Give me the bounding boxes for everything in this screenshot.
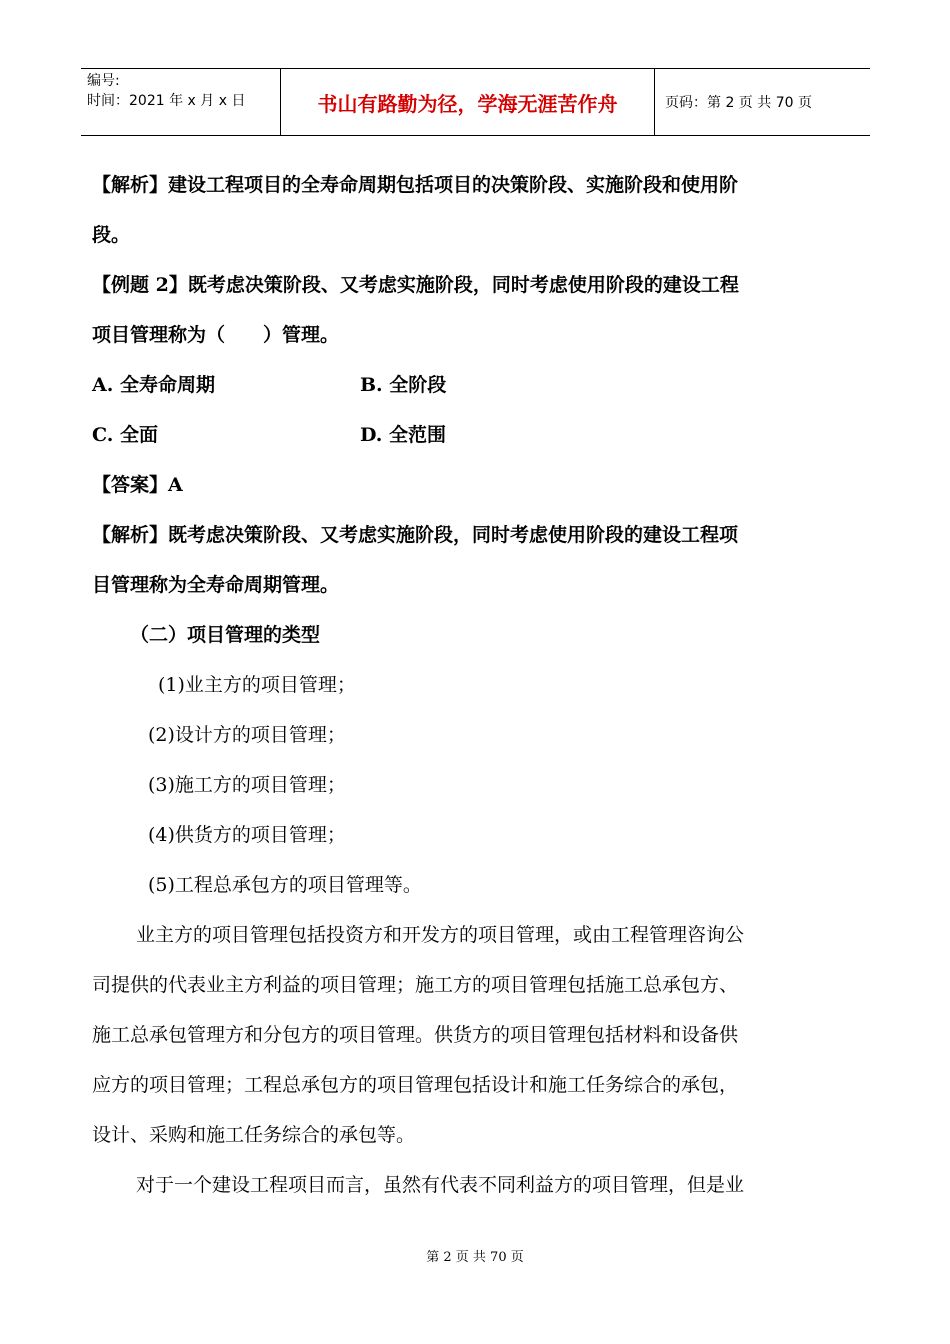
option-c: C. 全面: [92, 424, 159, 446]
example-line-1: 【例题 2】既考虑决策阶段、又考虑实施阶段，同时考虑使用阶段的建设工程: [92, 274, 739, 296]
paragraph-1-line-2: 司提供的代表业主方利益的项目管理；施工方的项目管理包括施工总承包方、: [92, 974, 739, 996]
paragraph-1-line-1: 业主方的项目管理包括投资方和开发方的项目管理，或由工程管理咨询公: [136, 924, 745, 946]
paragraph-2-line-1: 对于一个建设工程项目而言，虽然有代表不同利益方的项目管理，但是业: [136, 1174, 745, 1196]
list-item-4: (4)供货方的项目管理；: [148, 824, 346, 846]
option-a: A. 全寿命周期: [92, 374, 215, 396]
analysis2-line-1: 【解析】既考虑决策阶段、又考虑实施阶段，同时考虑使用阶段的建设工程项: [92, 524, 739, 546]
header-page-info: 页码：第 2 页 共 70 页: [665, 95, 812, 111]
analysis-line-1: 【解析】建设工程项目的全寿命周期包括项目的决策阶段、实施阶段和使用阶: [92, 174, 739, 196]
answer-line: 【答案】A: [92, 474, 183, 496]
analysis-line-2: 段。: [92, 224, 131, 246]
serial-label: 编号:: [87, 73, 120, 89]
options-row-1: [92, 360, 862, 410]
example-line-2: 项目管理称为（ ）管理。: [92, 324, 340, 346]
options-row-2: [92, 410, 862, 460]
time-label: 时间：2021 年 x 月 x 日: [87, 93, 246, 109]
paragraph-1-line-5: 设计、采购和施工任务综合的承包等。: [92, 1124, 416, 1146]
header-motto: 书山有路勤为径，学海无涯苦作舟: [281, 69, 655, 135]
option-b: B. 全阶段: [360, 374, 447, 396]
paragraph-1-line-4: 应方的项目管理；工程总承包方的项目管理包括设计和施工任务综合的承包，: [92, 1074, 739, 1096]
option-d: D. 全范围: [360, 424, 447, 446]
list-item-5: (5)工程总承包方的项目管理等。: [148, 874, 422, 896]
list-item-3: (3)施工方的项目管理；: [148, 774, 346, 796]
document-body: [92, 160, 862, 1210]
section-heading: （二）项目管理的类型: [130, 624, 321, 646]
list-item-2: (2)设计方的项目管理；: [148, 724, 346, 746]
analysis2-line-2: 目管理称为全寿命周期管理。: [92, 574, 340, 596]
list-item-1: (1)业主方的项目管理；: [158, 674, 356, 696]
page-header: [81, 68, 870, 136]
page-footer: 第 2 页 共 70 页: [426, 1250, 524, 1265]
paragraph-1-line-3: 施工总承包管理方和分包方的项目管理。供货方的项目管理包括材料和设备供: [92, 1024, 739, 1046]
header-meta: [81, 69, 281, 135]
